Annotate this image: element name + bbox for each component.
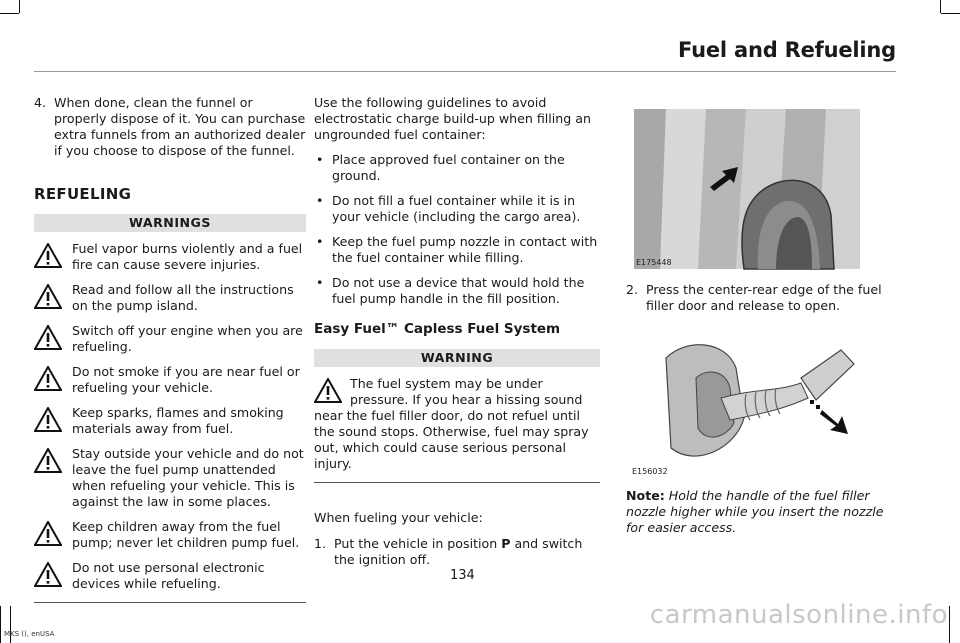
crop-mark (940, 0, 941, 13)
warning-triangle-icon (34, 407, 62, 432)
guideline-item (314, 193, 600, 225)
warning-box (314, 349, 600, 483)
warning-text: Do not use personal electronic devices while refueling. (72, 560, 265, 591)
warning-text: Fuel vapor burns violently and a fuel fire can cause severe injuries. (72, 241, 303, 272)
watermark: carmanualsonline.info (649, 600, 948, 630)
figure-code: E175448 (636, 258, 672, 267)
step-4 (34, 95, 306, 159)
bullet-icon: • (316, 193, 324, 208)
warning-triangle-icon (34, 562, 62, 587)
step-text: Press the center-rear edge of the fuel filler door and release to open. (646, 282, 882, 313)
warning-item (34, 560, 306, 592)
guideline-text: Place approved fuel container on the ground. (332, 152, 565, 183)
fuel-door-illustration (626, 105, 862, 275)
warning-text: Do not smoke if you are near fuel or refueling your vehicle. (72, 364, 300, 395)
warning-item (34, 446, 306, 510)
nozzle-figure (626, 328, 866, 478)
guideline-item (314, 234, 600, 266)
warnings-list (34, 241, 306, 592)
warning-text: Read and follow all the instructions on the pump island. (72, 282, 294, 313)
warning-text: Switch off your engine when you are refueling. (72, 323, 303, 354)
step-gear-letter: P (501, 536, 511, 551)
warning-item (34, 519, 306, 551)
warning-triangle-icon (34, 284, 62, 309)
figure-code: E156032 (632, 467, 668, 476)
step-2 (626, 282, 901, 314)
warnings-end-rule (34, 602, 306, 603)
guideline-text: Do not use a device that would hold the fuel pump handle in the fill position. (332, 275, 585, 306)
note-text: Hold the handle of the fuel filler nozzle higher while you insert the nozzle for easier access. (626, 488, 884, 535)
guideline-item (314, 275, 600, 307)
guideline-text: Do not fill a fuel container while it is in your vehicle (including the cargo area). (332, 193, 581, 224)
right-column (626, 95, 901, 536)
bullet-icon: • (316, 275, 324, 290)
crop-mark (19, 0, 20, 13)
note-label: Note: (626, 488, 665, 503)
crop-mark (0, 606, 1, 643)
warning-end-rule (314, 482, 600, 483)
bullet-icon: • (316, 234, 324, 249)
warning-triangle-icon (34, 366, 62, 391)
warning-item (34, 323, 306, 355)
step-number: 2. (626, 282, 639, 297)
warning-heading: WARNING (314, 349, 600, 367)
header-divider (34, 71, 896, 72)
warning-item (314, 376, 600, 472)
subsection-title: Easy Fuel™ Capless Fuel System (314, 321, 561, 337)
step-text-post: and switch the ignition off. (334, 536, 583, 567)
warnings-heading: WARNINGS (34, 214, 306, 232)
middle-column (314, 95, 600, 568)
warning-text: The fuel system may be under pressure. If you hear a hissing sound near the fuel filler door, do not refuel until the sound stops. Otherwise, fuel may spray out, which could cause serious personal injury. (314, 376, 589, 471)
intro-paragraph: Use the following guidelines to avoid electrostatic charge build-up when filling an ungrounded fuel container: (314, 95, 591, 142)
warning-text: Keep sparks, flames and smoking materials away from fuel. (72, 405, 284, 436)
warning-triangle-icon (34, 521, 62, 546)
guideline-text: Keep the fuel pump nozzle in contact with the fuel container while filling. (332, 234, 598, 265)
warning-text: Keep children away from the fuel pump; never let children pump fuel. (72, 519, 300, 550)
warning-triangle-icon (34, 243, 62, 268)
step-number: 1. (314, 536, 327, 551)
guideline-item (314, 152, 600, 184)
warning-text: Stay outside your vehicle and do not leave the fuel pump unattended when refueling your vehicle. This is against the law in some places. (72, 446, 304, 509)
section-title: REFUELING (34, 185, 132, 203)
crop-mark (949, 606, 950, 643)
warning-item (34, 282, 306, 314)
warning-item (34, 364, 306, 396)
step-number: 4. (34, 95, 47, 110)
fuel-door-figure (626, 105, 862, 275)
page-number: 134 (450, 568, 475, 583)
warning-item (34, 241, 306, 273)
crop-mark (0, 13, 19, 14)
warning-triangle-icon (34, 448, 62, 473)
step-text-pre: Put the vehicle in position (334, 536, 502, 551)
footer-doc-code: MKS (), enUSA (4, 630, 55, 638)
warning-item (34, 405, 306, 437)
bullet-icon: • (316, 152, 324, 167)
left-column (34, 95, 306, 603)
when-fueling-text: When fueling your vehicle: (314, 510, 483, 525)
note-paragraph (626, 488, 901, 536)
step-1 (314, 536, 600, 568)
guidelines-list (314, 152, 600, 307)
warning-triangle-icon (34, 325, 62, 350)
page-title: Fuel and Refueling (678, 38, 896, 62)
crop-mark (941, 13, 960, 14)
warning-triangle-icon (314, 378, 342, 403)
step-text: When done, clean the funnel or properly dispose of it. You can purchase extra funnels from an authorized dealer if you choose to dispose of the funnel. (54, 95, 306, 158)
warnings-box (34, 214, 306, 603)
nozzle-illustration (626, 328, 866, 478)
